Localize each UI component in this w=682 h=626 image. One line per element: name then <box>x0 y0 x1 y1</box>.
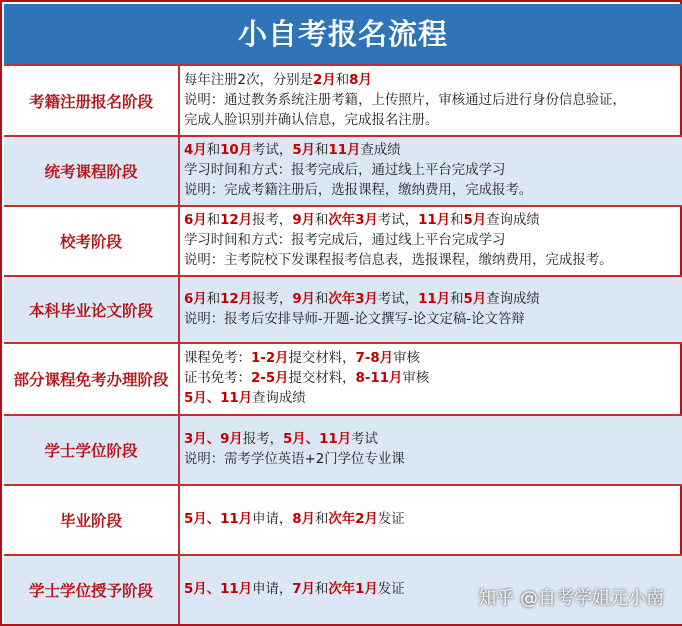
detail-text: 和 <box>206 291 221 307</box>
detail-text: 说明：报考后安排导师-开题-论文撰写-论文定稿-论文答辩 <box>184 311 525 327</box>
detail-text: 和 <box>315 512 329 527</box>
detail-text: 申请， <box>252 582 293 597</box>
detail-text: 发证 <box>377 512 405 527</box>
detail-text: 和 <box>315 291 329 307</box>
detail-text: 每年注册2次，分别是 <box>184 72 314 88</box>
detail-text: 和 <box>315 213 329 228</box>
detail-text: 发证 <box>377 582 405 597</box>
highlight-text: 5月 <box>463 291 487 307</box>
detail-line <box>184 91 682 111</box>
detail-line <box>184 290 682 310</box>
detail-line <box>184 71 682 91</box>
detail-text: 说明：主考院校下发课程报考信息表，选报课程，缴纳费用，完成报考。 <box>184 253 613 268</box>
detail-line <box>184 231 682 251</box>
highlight-text: 11月 <box>418 213 451 228</box>
detail-text: 证书免考： <box>184 371 251 386</box>
detail-text: 学习时间和方式：报考完成后，通过线上平台完成学习 <box>184 163 506 178</box>
stage-label: 统考课程阶段 <box>4 137 180 205</box>
detail-line <box>184 389 682 409</box>
highlight-text: 5月、11月 <box>184 582 253 597</box>
detail-text: 考试 <box>351 432 378 447</box>
detail-text: 报考， <box>252 213 293 228</box>
highlight-text: 次年1月 <box>328 582 378 597</box>
detail-text: 查询成绩 <box>486 213 540 228</box>
highlight-text: 11月 <box>328 143 361 158</box>
highlight-text: 5月、11月 <box>184 512 253 527</box>
detail-text: 说明：需考学位英语+2门学位专业课 <box>184 452 405 467</box>
highlight-text: 1-2月 <box>250 351 289 366</box>
detail-line <box>184 310 682 330</box>
detail-line <box>184 430 682 450</box>
detail-text: 说明：完成考籍注册后，选报课程，缴纳费用，完成报考。 <box>184 183 533 198</box>
highlight-text: 5月、11月 <box>184 391 253 406</box>
detail-line <box>184 349 682 369</box>
detail-text: 查询成绩 <box>486 291 540 307</box>
detail-text: 完成人脸识别并确认信息，完成报名注册。 <box>184 112 439 128</box>
highlight-text: 8-11月 <box>355 371 403 386</box>
detail-line <box>184 111 682 131</box>
table-title: 小自考报名流程 <box>4 4 682 64</box>
stage-details <box>180 66 682 135</box>
stage-row-graduation <box>4 486 682 554</box>
highlight-text: 5月、11月 <box>282 432 352 447</box>
stage-details <box>180 277 682 342</box>
stage-label: 校考阶段 <box>4 207 180 275</box>
detail-text: 和 <box>450 291 464 307</box>
detail-text: 和 <box>335 72 350 88</box>
highlight-text: 10月 <box>220 143 253 158</box>
detail-line <box>184 510 682 530</box>
highlight-text: 4月 <box>184 143 207 158</box>
detail-text: 报考， <box>242 432 283 447</box>
highlight-text: 9月 <box>292 213 316 228</box>
stage-details <box>180 207 682 275</box>
stage-row-unified-exam <box>4 137 682 205</box>
stage-label: 考籍注册报名阶段 <box>4 66 180 135</box>
detail-line <box>184 251 682 271</box>
detail-line <box>184 450 682 470</box>
detail-text: 和 <box>206 143 221 158</box>
highlight-text: 5月 <box>292 143 316 158</box>
highlight-text: 12月 <box>220 213 253 228</box>
detail-line <box>184 141 682 161</box>
detail-text: 审核 <box>393 351 420 366</box>
detail-text: 和 <box>315 582 329 597</box>
detail-line <box>184 181 682 201</box>
detail-text: 审核 <box>402 371 430 386</box>
stage-label: 本科毕业论文阶段 <box>4 277 180 342</box>
detail-text: 提交材料， <box>288 351 356 366</box>
detail-text: 课程免考： <box>184 351 251 366</box>
stage-row-exemption <box>4 344 682 414</box>
detail-text: 提交材料， <box>288 371 356 386</box>
highlight-text: 12月 <box>220 291 253 307</box>
highlight-text: 次年3月 <box>328 213 378 228</box>
stage-row-degree <box>4 416 682 484</box>
watermark: 知乎 @自考学姐元小南 <box>478 588 664 609</box>
highlight-text: 次年3月 <box>328 291 378 307</box>
detail-text: 查成绩 <box>360 143 401 158</box>
detail-line <box>184 369 682 389</box>
stage-label: 部分课程免考办理阶段 <box>4 344 180 414</box>
detail-text: 考试， <box>252 143 293 158</box>
highlight-text: 8月 <box>292 512 316 527</box>
highlight-text: 2月 <box>313 72 336 88</box>
stage-row-registration <box>4 66 682 135</box>
detail-text: 说明：通过教务系统注册考籍，上传照片，审核通过后进行身份信息验证， <box>184 92 626 108</box>
detail-line <box>184 161 682 181</box>
detail-text: 学习时间和方式：报考完成后，通过线上平台完成学习 <box>184 233 506 248</box>
detail-text: 考试， <box>377 213 419 228</box>
highlight-text: 2-5月 <box>250 371 289 386</box>
stage-details <box>180 344 682 414</box>
detail-line <box>184 211 682 231</box>
detail-text: 考试， <box>377 291 419 307</box>
highlight-text: 次年2月 <box>328 512 378 527</box>
highlight-text: 9月 <box>292 291 316 307</box>
stage-label: 毕业阶段 <box>4 486 180 554</box>
highlight-text: 7-8月 <box>355 351 394 366</box>
stage-row-school-exam <box>4 207 682 275</box>
highlight-text: 11月 <box>418 291 451 307</box>
detail-text: 报考， <box>252 291 293 307</box>
highlight-text: 5月 <box>463 213 487 228</box>
highlight-text: 7月 <box>292 582 316 597</box>
detail-text: 和 <box>450 213 464 228</box>
stage-details <box>180 486 682 554</box>
highlight-text: 6月 <box>184 213 207 228</box>
stage-details <box>180 416 682 484</box>
detail-text: 查询成绩 <box>252 391 306 406</box>
stage-row-thesis <box>4 277 682 342</box>
detail-text: 和 <box>315 143 329 158</box>
stage-label: 学士学位授予阶段 <box>4 556 180 624</box>
highlight-text: 6月 <box>184 291 207 307</box>
stage-details <box>180 137 682 205</box>
highlight-text: 8月 <box>349 72 372 88</box>
stage-label: 学士学位阶段 <box>4 416 180 484</box>
highlight-text: 3月、9月 <box>184 432 243 447</box>
detail-text: 申请， <box>252 512 293 527</box>
detail-text: 和 <box>206 213 221 228</box>
